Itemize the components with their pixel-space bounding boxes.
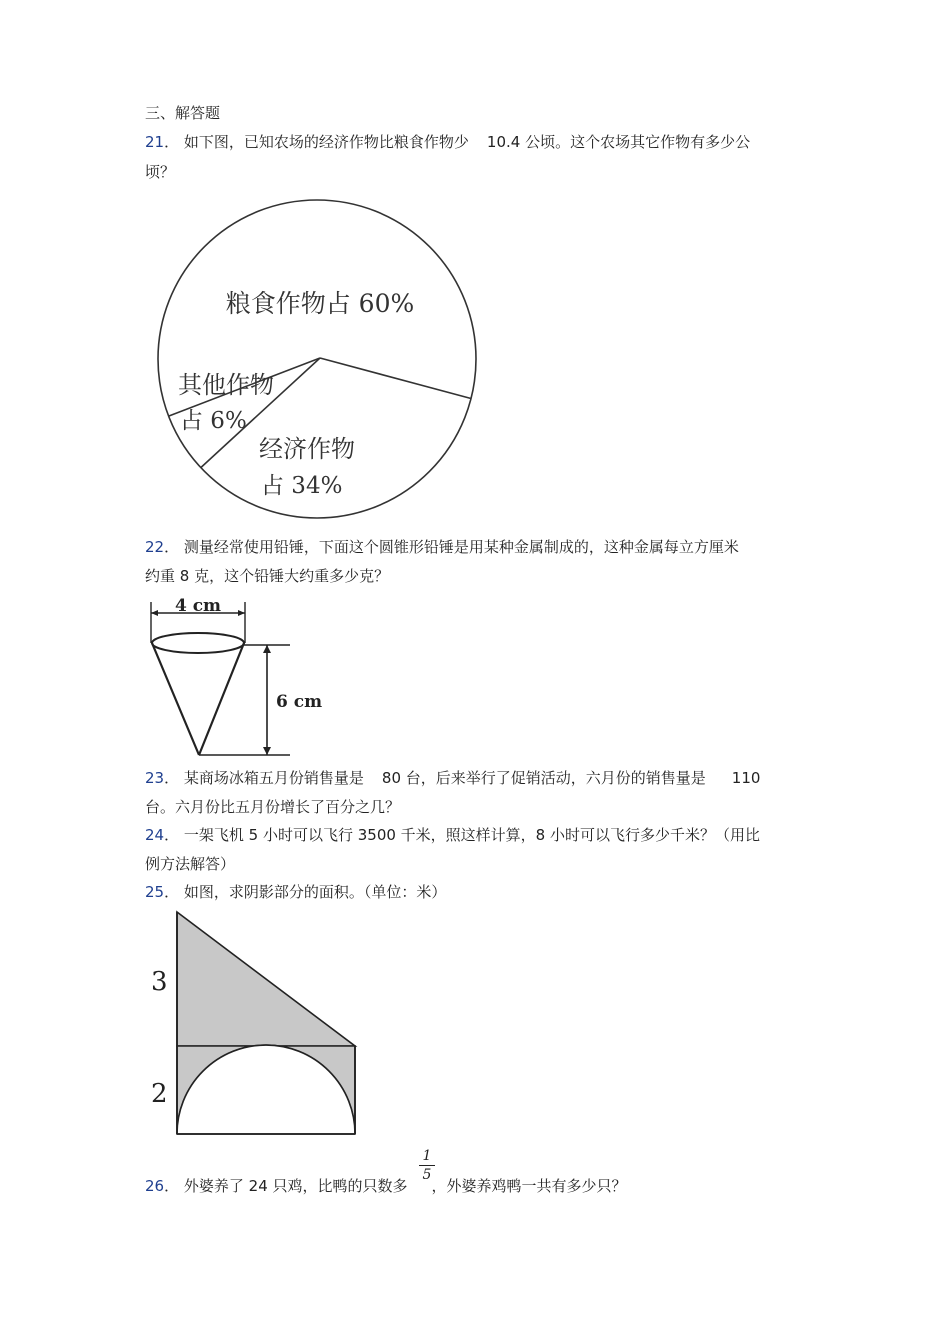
question-number: 22	[145, 538, 165, 556]
question-text: 某商场冰箱五月份销售量是	[183, 769, 364, 787]
arrow-up-icon	[263, 645, 271, 653]
question-22-line-1: 22． 测量经常使用铅锤，下面这个圆锥形铅锤是用某种金属制成的，这种金属每立方厘米	[145, 538, 739, 556]
height-label: 6 cm	[276, 692, 323, 712]
question-21-line-1: 21． 如下图，已知农场的经济作物比粮食作物少 10.4 公顷。这个农场其它作物有多少公	[145, 133, 751, 151]
fraction-bar	[419, 1165, 435, 1166]
arrow-left-icon	[151, 610, 158, 616]
section-title: 三、解答题	[145, 104, 221, 122]
question-text: 测量经常使用铅锤，下面这个圆锥形铅锤是用某种金属制成的，这种金属每立方厘米	[183, 538, 739, 556]
question-21-line-2: 顷？	[145, 163, 176, 181]
question-25-line-1: 25． 如图，求阴影部分的面积。（单位：米）	[145, 883, 447, 901]
question-number: 26	[145, 1177, 165, 1195]
cone-side-right	[199, 643, 244, 755]
question-22-line-2: 约重 8 克，这个铅锤大约重多少克？	[145, 567, 390, 585]
question-number: 24	[145, 826, 165, 844]
question-value: 10.4	[486, 133, 521, 151]
pie-label-economic: 经济作物	[259, 435, 355, 463]
question-value: 80	[381, 769, 401, 787]
question-26-line-1: 26． 外婆养了 24 只鸡，比鸭的只数多 ，外婆养鸡鸭一共有多少只？	[145, 1177, 627, 1195]
question-number: 23	[145, 769, 165, 787]
question-number: 21	[145, 133, 165, 151]
question-23-line-1: 23． 某商场冰箱五月份销售量是 80 台，后来举行了促销活动，六月份的销售量是 110	[145, 769, 761, 787]
pie-label-grain: 粮食作物占 60%	[225, 289, 415, 318]
arrow-right-icon	[238, 610, 245, 616]
question-24-line-2: 例方法解答）	[145, 855, 236, 873]
question-text: 台，后来举行了促销活动，六月份的销售量是	[405, 769, 706, 787]
cone-top-ellipse	[152, 633, 244, 653]
arrow-down-icon	[263, 747, 271, 755]
dimension-label-bottom: 2	[151, 1079, 168, 1109]
question-value: 110	[731, 769, 761, 787]
question-24-line-1: 24． 一架飞机 5 小时可以飞行 3500 千米，照这样计算，8 小时可以飞行多少千米？（用比	[145, 826, 760, 844]
cone-side-left	[152, 643, 199, 755]
question-text: 一架飞机 5 小时可以飞行 3500 千米，照这样计算，8 小时可以飞行多少千米？（用比	[183, 826, 760, 844]
question-23-line-2: 台。六月份比五月份增长了百分之几？	[145, 798, 401, 816]
pie-label-other: 其他作物	[178, 371, 274, 399]
cone-diagram	[145, 593, 323, 763]
shaded-triangle	[177, 912, 355, 1046]
pie-label-other-pct: 占 6%	[180, 408, 247, 434]
question-text: 如图，求阴影部分的面积。（单位：米）	[183, 883, 447, 901]
fraction	[419, 1148, 435, 1183]
question-number: 25	[145, 883, 165, 901]
question-text: ，外婆养鸡鸭一共有多少只？	[431, 1177, 627, 1195]
fraction-denominator: 5	[422, 1167, 432, 1183]
diameter-label: 4 cm	[174, 596, 222, 616]
pie-chart	[150, 192, 490, 532]
pie-label-economic-pct: 占 34%	[261, 473, 343, 499]
question-text: 公顷。这个农场其它作物有多少公	[525, 133, 751, 151]
question-text: 如下图，已知农场的经济作物比粮食作物少	[183, 133, 469, 151]
question-text: 外婆养了 24 只鸡，比鸭的只数多	[183, 1177, 408, 1195]
dimension-label-top: 3	[151, 967, 168, 997]
fraction-numerator: 1	[422, 1148, 432, 1164]
shaded-area-diagram	[145, 908, 365, 1140]
